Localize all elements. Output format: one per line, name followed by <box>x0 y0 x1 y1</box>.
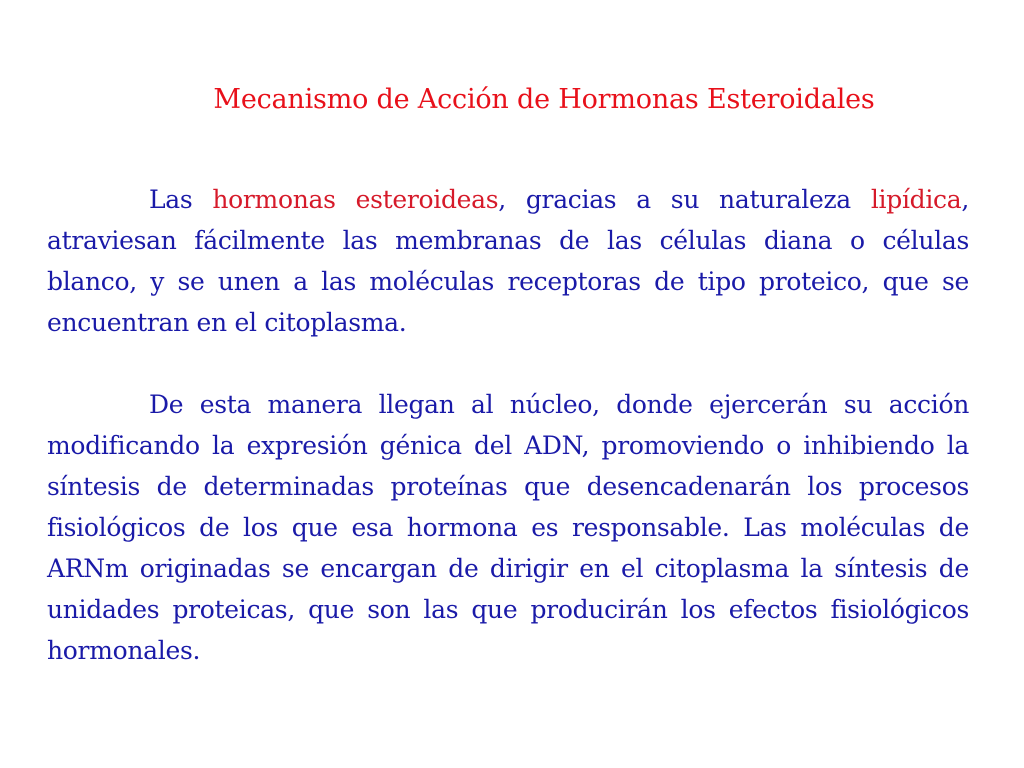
paragraph-1-text-2: , gracias a su naturaleza <box>498 185 871 214</box>
paragraph-1-text-1: Las <box>149 185 213 214</box>
slide-body <box>47 179 969 671</box>
paragraph-1-text-3: , atraviesan fácilmente las membranas de las células diana o células blanco, y se unen a las moléculas receptoras de tipo proteico, que se encuentran en el citoplasma. <box>47 185 969 337</box>
slide-title: Mecanismo de Acción de Hormonas Esteroidales <box>213 84 875 115</box>
highlight-hormonas-esteroideas: hormonas esteroideas <box>212 185 499 214</box>
paragraph-1 <box>47 179 969 343</box>
highlight-lipidica: lipídica <box>870 185 962 214</box>
paragraph-2: De esta manera llegan al núcleo, donde ejercerán su acción modificando la expresión génica del ADN, promoviendo o inhibiendo la síntesis de determinadas proteínas que desencadenarán los procesos fisiológicos de los que esa hormona es responsable. Las moléculas de ARNm originadas se encargan de dirigir en el citoplasma la síntesis de unidades proteicas, que son las que producirán los efectos fisiológicos hormonales. <box>47 390 969 665</box>
